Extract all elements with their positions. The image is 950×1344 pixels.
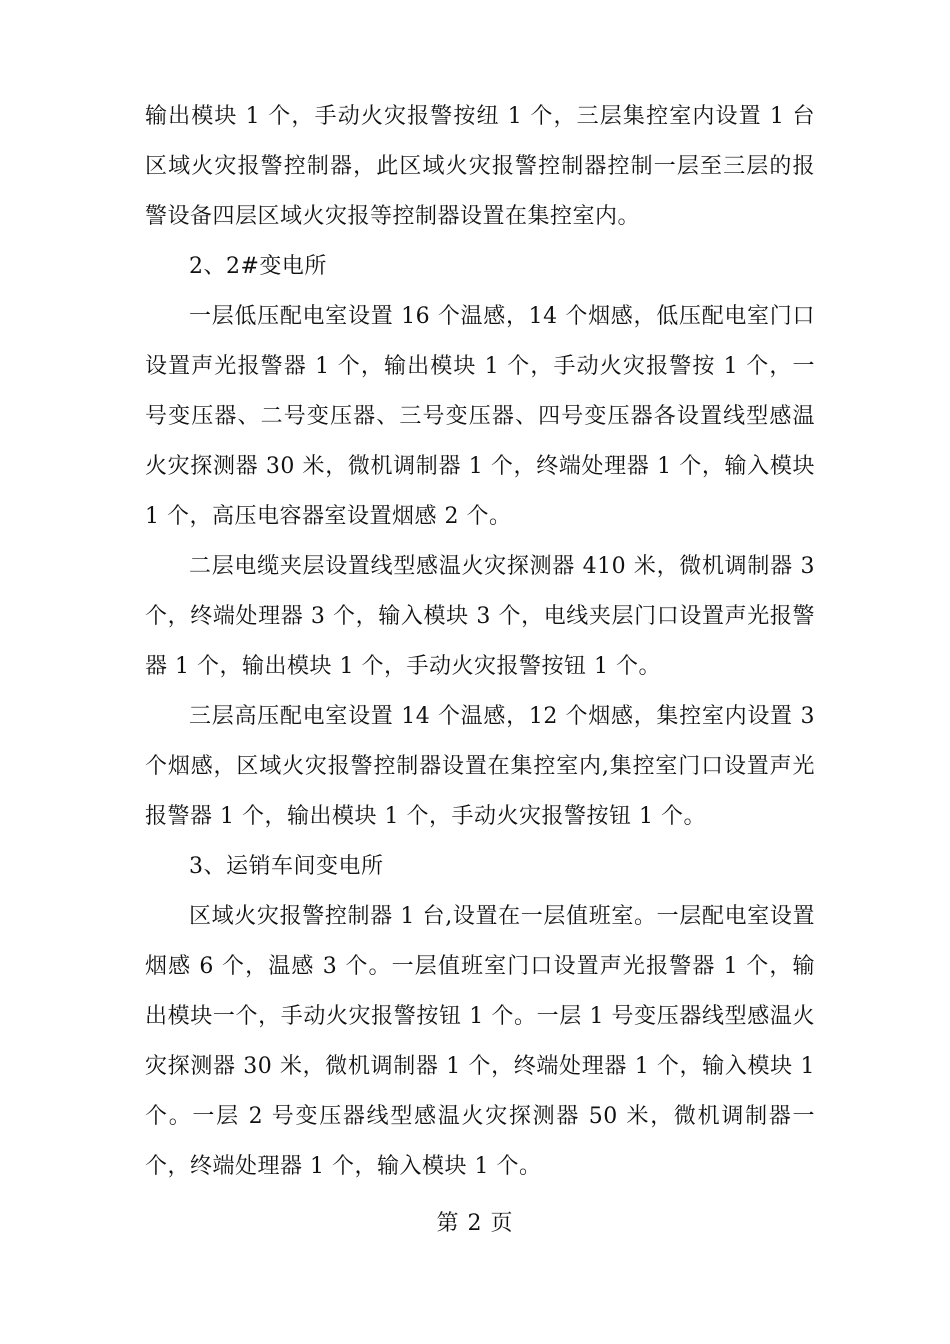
paragraph-transport-substation-details: 区域火灾报警控制器 1 台,设置在一层值班室。一层配电室设置烟感 6 个，温感 3 个。一层值班室门口设置声光报警器 1 个，输出模块一个，手动火灾报警按钮 1 个。一层 1 号变压器线型感温火灾探测器 30 米，微机调制器 1 个，终端处理器 1 个，输入模块 1 个。一层 2 号变压器线型感温火灾探测器 50 米，微机调制器一个，终端处理器 1 个，输入模块 1 个。 <box>145 904 815 1179</box>
paragraph-first-floor-low-voltage: 一层低压配电室设置 16 个温感，14 个烟感，低压配电室门口设置声光报警器 1 个，输出模块 1 个，手动火灾报警按 1 个，一号变压器、二号变压器、三号变压器、四号变压器各设置线型感温火灾探测器 30 米，微机调制器 1 个，终端处理器 1 个，输入模块 1 个，高压电容器室设置烟感 2 个。 <box>145 304 815 529</box>
section-heading-transport-substation: 3、运销车间变电所 <box>189 854 384 879</box>
paragraph-continuation: 输出模块 1 个，手动火灾报警按纽 1 个，三层集控室内设置 1 台区域火灾报警控制器，此区域火灾报警控制器控制一层至三层的报警设备四层区域火灾报等控制器设置在集控室内。 <box>145 104 815 229</box>
document-body <box>145 92 815 1192</box>
paragraph-second-floor-cable-mezzanine: 二层电缆夹层设置线型感温火灾探测器 410 米，微机调制器 3 个，终端处理器 3 个，输入模块 3 个，电线夹层门口设置声光报警器 1 个，输出模块 1 个，手动火灾报警按钮 1 个。 <box>145 554 815 679</box>
section-heading-substation-2: 2、2#变电所 <box>189 254 327 279</box>
paragraph-third-floor-high-voltage: 三层高压配电室设置 14 个温感，12 个烟感，集控室内设置 3 个烟感，区域火灾报警控制器设置在集控室内,集控室门口设置声光报警器 1 个，输出模块 1 个，手动火灾报警按钮 1 个。 <box>145 704 815 829</box>
page-number: 第 2 页 <box>436 1211 514 1236</box>
